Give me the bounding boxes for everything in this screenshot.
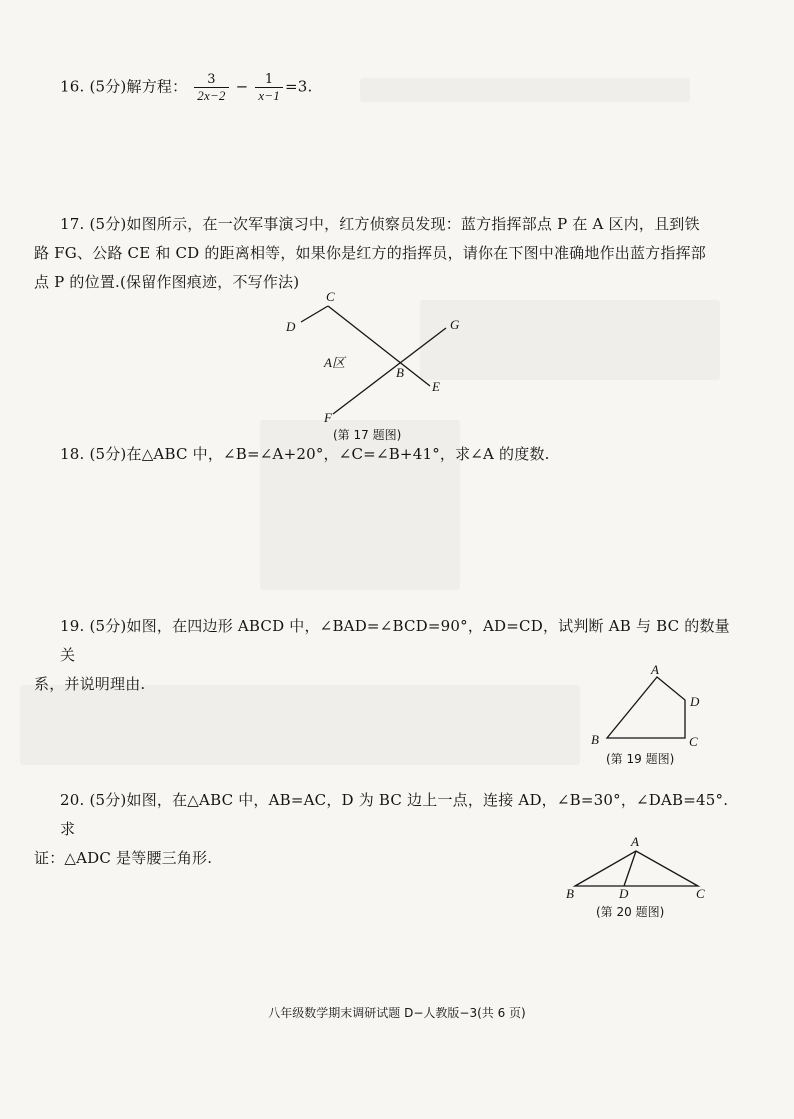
question-score: (5分)	[89, 791, 127, 809]
fraction-numerator: 3	[194, 72, 228, 88]
label-d: D	[619, 886, 629, 901]
question-score: (5分)	[89, 77, 127, 96]
question-text-line: 证：△ADC 是等腰三角形.	[34, 849, 213, 867]
label-c: C	[696, 886, 705, 901]
minus-sign: −	[235, 77, 249, 96]
quadrilateral-abcd	[607, 677, 685, 738]
road-ce	[328, 306, 430, 386]
label-b: B	[591, 732, 599, 747]
label-c: C	[689, 734, 698, 749]
question-18	[60, 440, 732, 469]
label-e: E	[432, 379, 440, 394]
figure-17-svg	[270, 284, 470, 444]
question-text-line: 如图，在△ABC 中，AB=AC，D 为 BC 边上一点，连接 AD，∠B=30°，∠DAB=45°. 求	[60, 791, 729, 838]
question-score: (5分)	[89, 617, 127, 635]
triangle-abc	[575, 851, 698, 886]
question-text-line: 如图，在四边形 ABCD 中，∠BAD=∠BCD=90°，AD=CD，试判断 AB 与 BC 的数量关	[60, 617, 730, 664]
figure-19	[585, 660, 715, 755]
fraction-1	[194, 72, 228, 103]
label-b: B	[396, 365, 404, 380]
question-text-line: 点 P 的位置.(保留作图痕迹，不写作法)	[34, 273, 300, 291]
label-d: D	[286, 319, 296, 334]
question-number: 17.	[60, 215, 85, 233]
question-number: 20.	[60, 791, 85, 809]
question-score: (5分)	[89, 215, 127, 233]
railway-fg	[333, 328, 446, 414]
fraction-denominator: 2x−2	[197, 88, 226, 103]
equation-rhs: =3.	[285, 77, 313, 96]
figure-20	[560, 830, 710, 905]
question-number: 18.	[60, 445, 85, 463]
question-16	[60, 72, 732, 103]
fraction-2	[255, 72, 283, 103]
label-a: A	[631, 834, 639, 849]
figure-20-caption: (第 20 题图)	[596, 905, 665, 919]
question-score: (5分)	[89, 445, 127, 463]
question-text: 在△ABC 中，∠B=∠A+20°，∠C=∠B+41°，求∠A 的度数.	[126, 445, 550, 463]
fraction-denominator: x−1	[258, 88, 280, 103]
label-d: D	[690, 694, 700, 709]
figure-17-caption: (第 17 题图)	[333, 428, 402, 442]
page-footer: 八年级数学期末调研试题 D−人教版−3(共 6 页)	[268, 1006, 526, 1020]
question-number: 19.	[60, 617, 85, 635]
question-text-line: 如图所示，在一次军事演习中，红方侦察员发现：蓝方指挥部点 P 在 A 区内，且到铁	[126, 215, 700, 233]
label-a: A	[651, 662, 659, 677]
figure-20-svg	[560, 830, 710, 905]
question-stem: 解方程：	[126, 77, 188, 96]
label-region-a: A区	[324, 355, 345, 370]
label-b: B	[566, 886, 574, 901]
figure-19-caption: (第 19 题图)	[606, 752, 675, 766]
label-c: C	[326, 289, 335, 304]
road-cd	[301, 306, 328, 322]
label-f: F	[324, 410, 332, 425]
figure-17	[270, 284, 470, 444]
question-text-line: 路 FG、公路 CE 和 CD 的距离相等，如果你是红方的指挥员，请你在下图中准确地作出蓝方指挥部	[34, 244, 706, 262]
question-number: 16.	[60, 77, 85, 96]
figure-19-svg	[585, 660, 715, 755]
fraction-numerator: 1	[255, 72, 283, 88]
label-g: G	[450, 317, 460, 332]
question-text-line: 系，并说明理由.	[34, 675, 146, 693]
